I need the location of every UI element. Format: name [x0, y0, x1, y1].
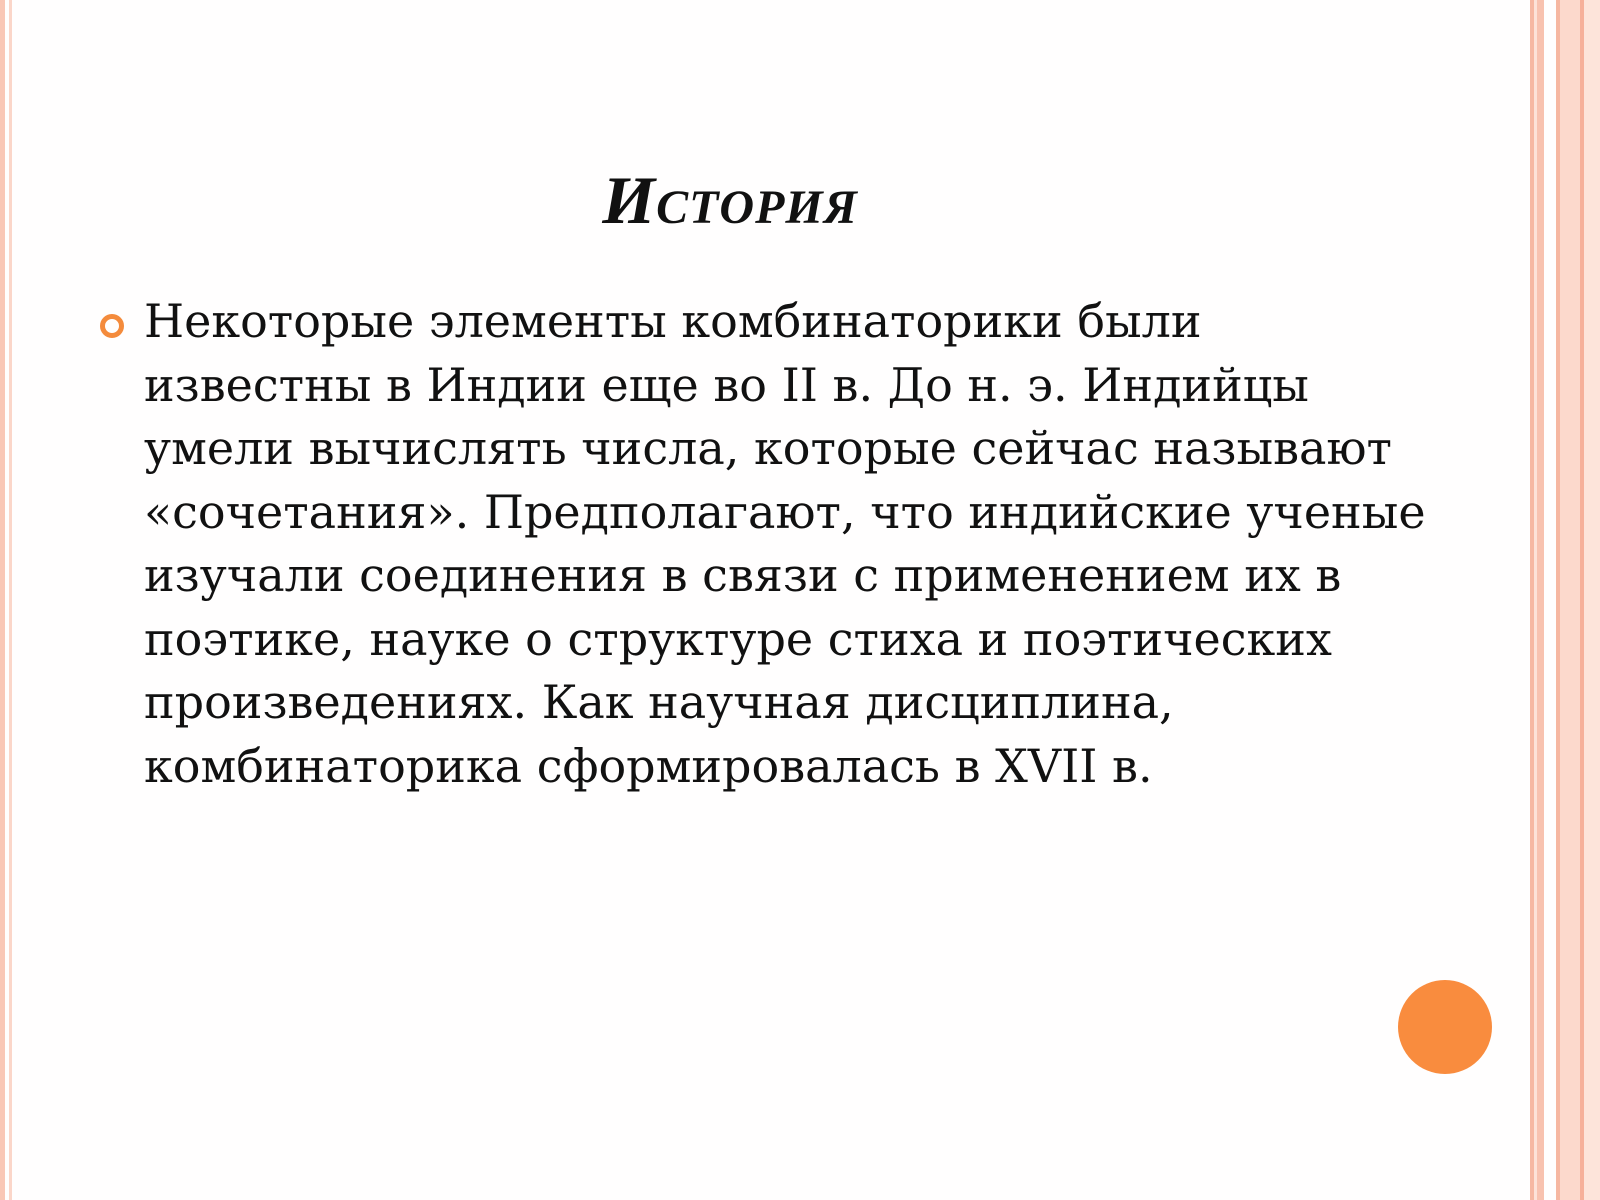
stripe	[1584, 0, 1600, 1200]
stripe	[1560, 0, 1580, 1200]
ring-bullet-icon	[100, 314, 124, 338]
stripe	[1537, 0, 1544, 1200]
right-decorative-stripes	[1530, 0, 1600, 1200]
orange-circle-icon	[1398, 980, 1492, 1074]
stripe	[1544, 0, 1556, 1200]
slide-title: История	[602, 162, 858, 238]
bullet-item	[96, 290, 1426, 798]
slide-content	[96, 290, 1426, 798]
bullet-text: Некоторые элементы комбинаторики были известны в Индии еще во II в. До н. э. Индийцы умели вычислять числа, которые сейчас называют «сочетания». Предполагают, что индийские ученые изучали соединения в связи с применением их в поэтике, науке о структуре стиха и поэтических произведениях. Как научная дисциплина, комбинаторика сформировалась в XVII в.	[144, 294, 1426, 793]
